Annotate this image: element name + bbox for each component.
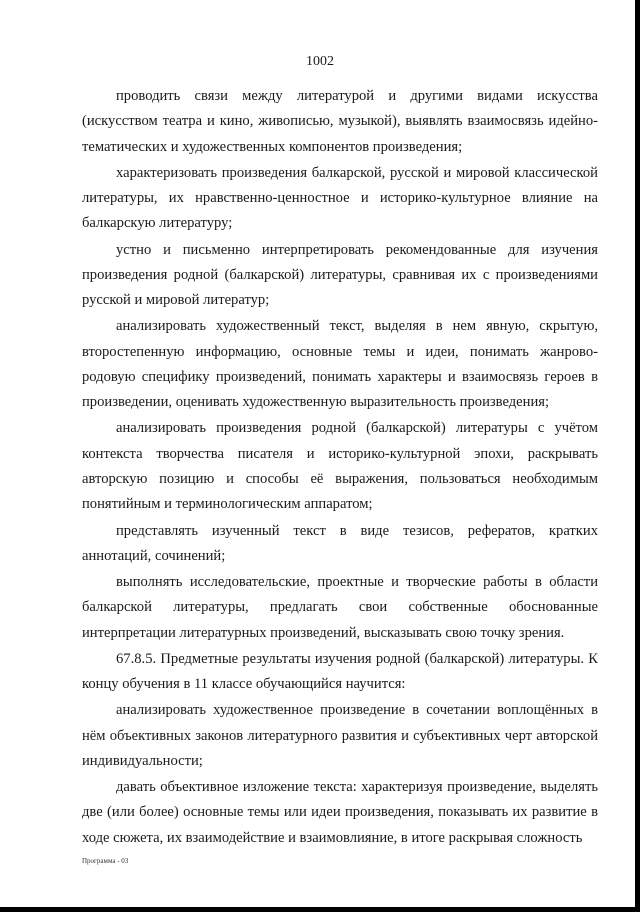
page-number: 1002 [306,54,334,69]
footer-program-mark: Программа - 03 [82,857,129,865]
paragraph: устно и письменно интерпретировать рекомендованные для изучения произведения родной (балкарской) литературы, сравнивая их с произведениями русской и мировой литератур; [82,241,598,309]
paragraph: характеризовать произведения балкарской, русской и мировой классической литературы, их нравственно-ценностное и историко-культурное влияние на балкарскую литературу; [82,164,598,232]
paragraph: представлять изученный текст в виде тезисов, рефератов, кратких аннотаций, сочинений; [82,522,598,564]
scan-edge-right [635,0,640,912]
paragraph: проводить связи между литературой и другими видами искусства (искусством театра и кино, живописью, музыкой), выявлять взаимосвязь идейно-тематических и художественных компонентов произведения; [82,88,598,155]
paragraph: выполнять исследовательские, проектные и творческие работы в области балкарской литературы, предлагать свои собственные обоснованные интерпретации литературных произведений, высказывать свою точку зрения. [82,573,598,641]
paragraph: анализировать произведения родной (балкарской) литературы с учётом контекста творчества писателя и историко-культурной эпохи, раскрывать авторскую позицию и способы её выражения, пользоваться необходимым понятийным и терминологическим аппаратом; [82,420,598,513]
paragraph: давать объективное изложение текста: характеризуя произведение, выделять две (или более) основные темы или идеи произведения, показывать их развитие в ходе сюжета, их взаимодействие и взаимовлияние, в итоге раскрывая сложность [82,779,598,846]
paragraph: 67.8.5. Предметные результаты изучения родной (балкарской) литературы. К концу обучения в 11 классе обучающийся научится: [82,650,598,693]
paragraph: анализировать художественное произведение в сочетании воплощённых в нём объективных законов литературного развития и субъективных черт авторской индивидуальности; [82,702,598,769]
document-body [82,84,598,852]
scan-edge-bottom [0,907,640,912]
paragraph: анализировать художественный текст, выделяя в нем явную, скрытую, второстепенную информацию, основные темы и идеи, понимать жанрово-родовую специфику произведений, понимать характеры и взаимосвязь героев в произведении, оценивать художественную выразительность произведения; [82,318,598,411]
